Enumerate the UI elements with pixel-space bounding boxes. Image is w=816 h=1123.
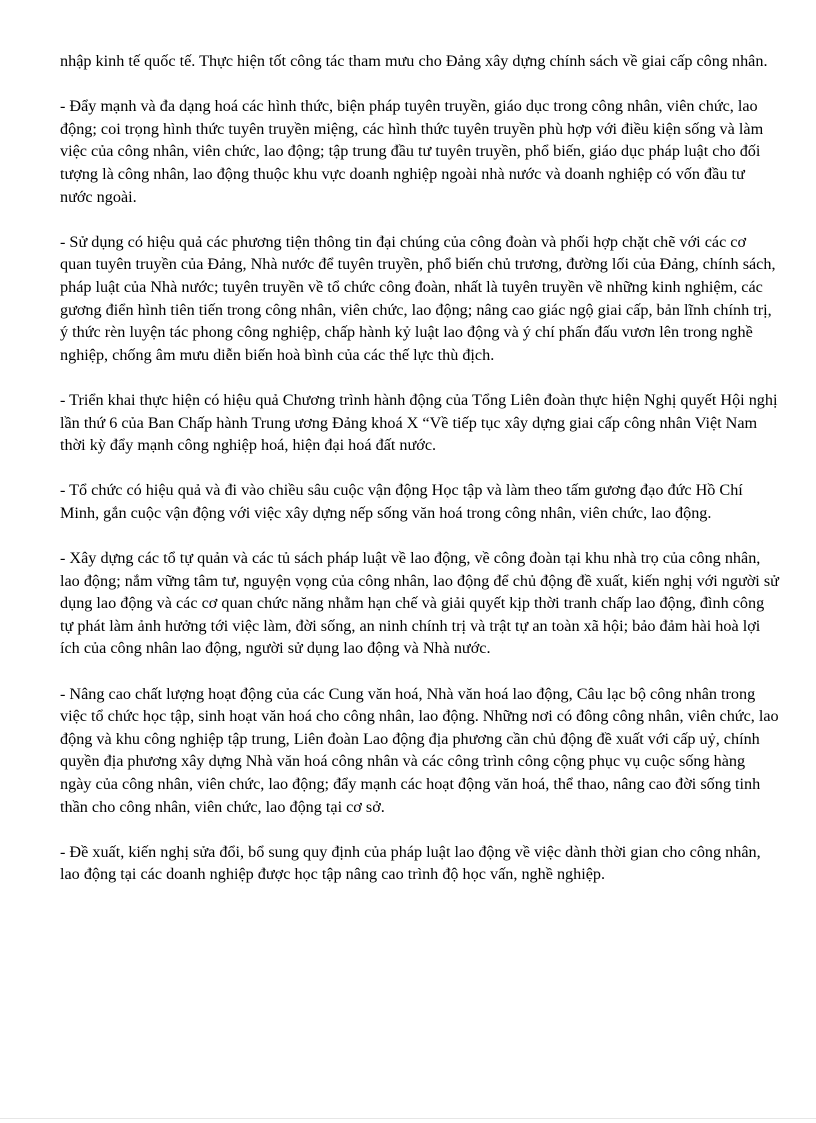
paragraph-ho-chi-minh-campaign: - Tổ chức có hiệu quả và đi vào chiều sâu cuộc vận động Học tập và làm theo tấm gương đạo đức Hồ Chí Minh, gắn cuộc vận động với việc xây dựng nếp sống văn hoá trong công nhân, viên chức, lao động.	[60, 481, 743, 522]
paragraph-cultural-houses: - Nâng cao chất lượng hoạt động của các Cung văn hoá, Nhà văn hoá lao động, Câu lạc bộ công nhân trong việc tổ chức học tập, sinh hoạt văn hoá cho công nhân, lao động. Những nơi có đông công nhân, viên chức, lao động và khu công nghiệp tập trung, Liên đoàn Lao động địa phương cần chủ động đề xuất với cấp uỷ, chính quyền địa phương xây dựng Nhà văn hoá công nhân và các công trình công cộng phục vụ cuộc sống hàng ngày của công nhân, viên chức, lao động; đẩy mạnh các hoạt động văn hoá, thể thao, nâng cao đời sống tinh thần cho công nhân, viên chức, lao động tại cơ sở.	[60, 684, 779, 816]
document-page	[60, 50, 780, 909]
paragraph-legal-proposal: - Đề xuất, kiến nghị sửa đổi, bổ sung quy định của pháp luật lao động về việc dành thời gian cho công nhân, lao động tại các doanh nghiệp được học tập nâng cao trình độ học vấn, nghề nghiệp.	[60, 842, 761, 884]
paragraph-self-management-groups: - Xây dựng các tổ tự quản và các tủ sách pháp luật về lao động, về công đoàn tại khu nhà trọ của công nhân, lao động; nắm vững tâm tư, nguyện vọng của công nhân, lao động để chủ động đề xuất, kiến nghị với người sử dụng lao động và các cơ quan chức năng nhằm hạn chế và giải quyết kịp thời tranh chấp lao động, đình công tự phát làm ảnh hưởng tới việc làm, đời sống, an ninh chính trị và trật tự an toàn xã hội; bảo đảm hài hoà lợi ích của công nhân lao động, người sử dụng lao động và Nhà nước.	[60, 549, 779, 658]
page-bottom-rule	[0, 1118, 816, 1119]
paragraph-propaganda-diversify: - Đẩy mạnh và đa dạng hoá các hình thức, biện pháp tuyên truyền, giáo dục trong công nhân, viên chức, lao động; coi trọng hình thức tuyên truyền miệng, các hình thức tuyên truyền phù hợp với điều kiện sống và làm việc của công nhân, viên chức, lao động; tập trung đầu tư tuyên truyền, phổ biến, giáo dục pháp luật cho đối tượng là công nhân, lao động thuộc khu vực doanh nghiệp ngoài nhà nước và doanh nghiệp có vốn đầu tư nước ngoài.	[60, 97, 764, 206]
paragraph-action-program: - Triển khai thực hiện có hiệu quả Chương trình hành động của Tổng Liên đoàn thực hiện Nghị quyết Hội nghị lần thứ 6 của Ban Chấp hành Trung ương Đảng khoá X “Về tiếp tục xây dựng giai cấp công nhân Việt Nam thời kỳ đẩy mạnh công nghiệp hoá, hiện đại hoá đất nước.	[60, 390, 778, 455]
paragraph-continuation: nhập kinh tế quốc tế. Thực hiện tốt công tác tham mưu cho Đảng xây dựng chính sách về giai cấp công nhân.	[60, 52, 768, 70]
paragraph-mass-media: - Sử dụng có hiệu quả các phương tiện thông tin đại chúng của công đoàn và phối hợp chặt chẽ với các cơ quan tuyên truyền của Đảng, Nhà nước để tuyên truyền, phổ biến chủ trương, đường lối của Đảng, chính sách, pháp luật của Nhà nước; tuyên truyền về tổ chức công đoàn, nhất là tuyên truyền về những kinh nghiệm, các gương điển hình tiên tiến trong công nhân, viên chức, lao động; nâng cao giác ngộ giai cấp, bản lĩnh chính trị, ý thức rèn luyện tác phong công nghiệp, chấp hành kỷ luật lao động và ý chí phấn đấu vươn lên trong nghề nghiệp, chống âm mưu diễn biến hoà bình của các thế lực thù địch.	[60, 232, 776, 364]
